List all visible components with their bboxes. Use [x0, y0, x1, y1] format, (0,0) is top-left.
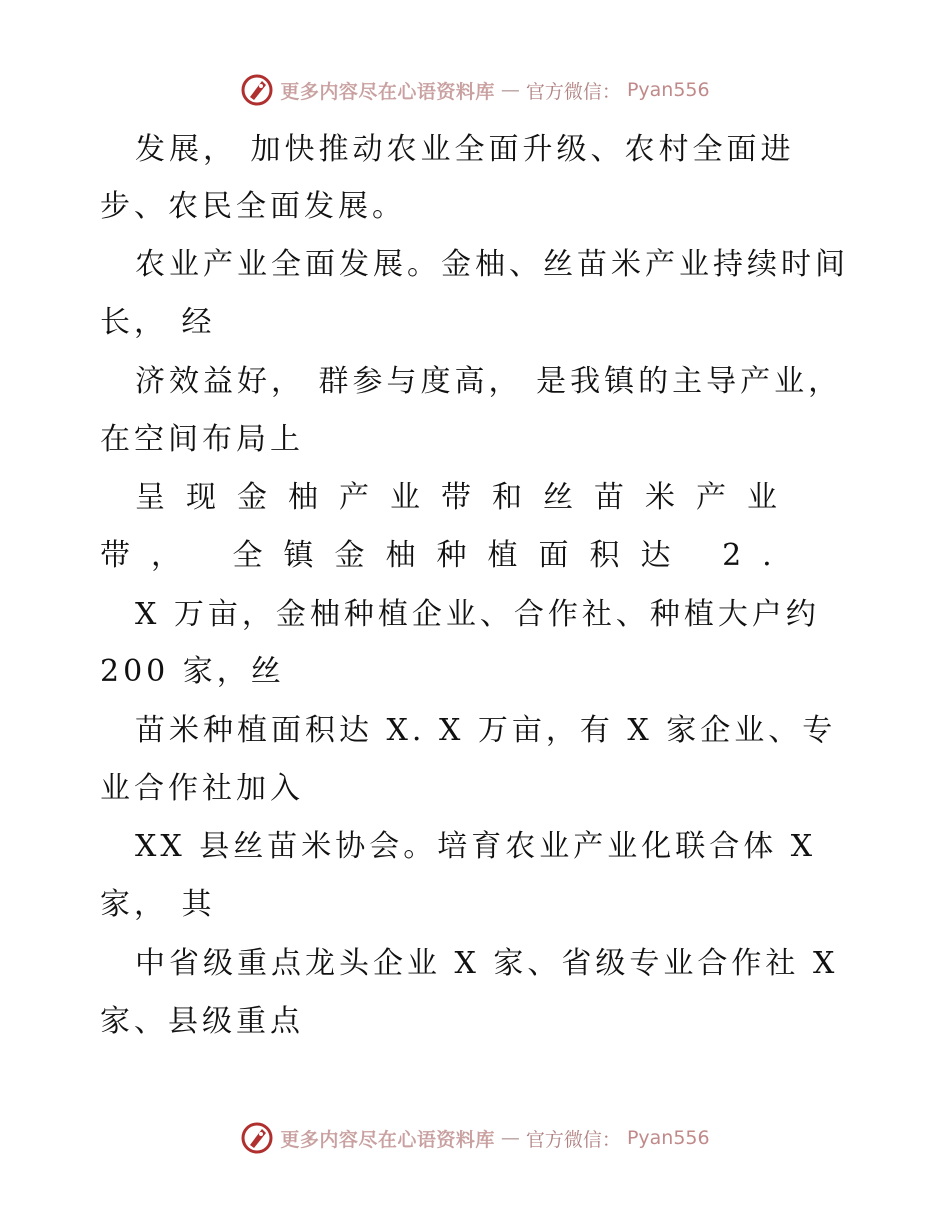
banner-brand-text: 更多内容尽在心语资料库 — [280, 80, 495, 103]
banner-brand-text: 更多内容尽在心语资料库 — [280, 1128, 495, 1151]
footer-banner — [0, 1118, 950, 1158]
text-line: 苗米种植面积达 X. X 万亩，有 X 家企业、专 — [135, 713, 837, 748]
text-line: X 万亩，金柚种植企业、合作社、种植大户约 — [135, 597, 820, 632]
banner-wechat-label: 官方微信： — [525, 1128, 621, 1151]
banner-account: Pyan556 — [626, 79, 710, 101]
banner-dash: — — [500, 79, 520, 101]
banner-wechat-label: 官方微信： — [525, 80, 621, 103]
text-line: 发展， 加快推动农业全面升级、农村全面进 — [135, 132, 795, 167]
text-line: 农业产业全面发展。金柚、丝苗米产业持续时间 — [135, 247, 849, 282]
text-line: 步、农民全面发展。 — [100, 189, 406, 224]
text-line: 带， 全镇金柚种植面积达 2. — [100, 538, 793, 573]
text-line: 中省级重点龙头企业 X 家、省级专业合作社 X — [135, 946, 839, 981]
text-line: 在空间布局上 — [100, 422, 304, 457]
text-line: 呈现金柚产业带和丝苗米产业 — [135, 480, 798, 515]
text-line: 业合作社加入 — [100, 771, 304, 806]
pen-nib-icon — [240, 1121, 274, 1155]
text-line: 济效益好， 群参与度高， 是我镇的主导产业， — [135, 364, 843, 399]
text-line: XX 县丝苗米协会。培育农业产业化联合体 X — [135, 829, 817, 864]
banner-dash: — — [500, 1127, 520, 1149]
banner-account: Pyan556 — [626, 1127, 710, 1149]
text-line: 家、县级重点 — [100, 1004, 304, 1039]
text-line: 长， 经 — [100, 305, 216, 340]
header-banner — [0, 70, 950, 110]
text-line: 200 家，丝 — [100, 654, 285, 689]
pen-nib-icon — [240, 73, 274, 107]
text-line: 家， 其 — [100, 887, 216, 922]
